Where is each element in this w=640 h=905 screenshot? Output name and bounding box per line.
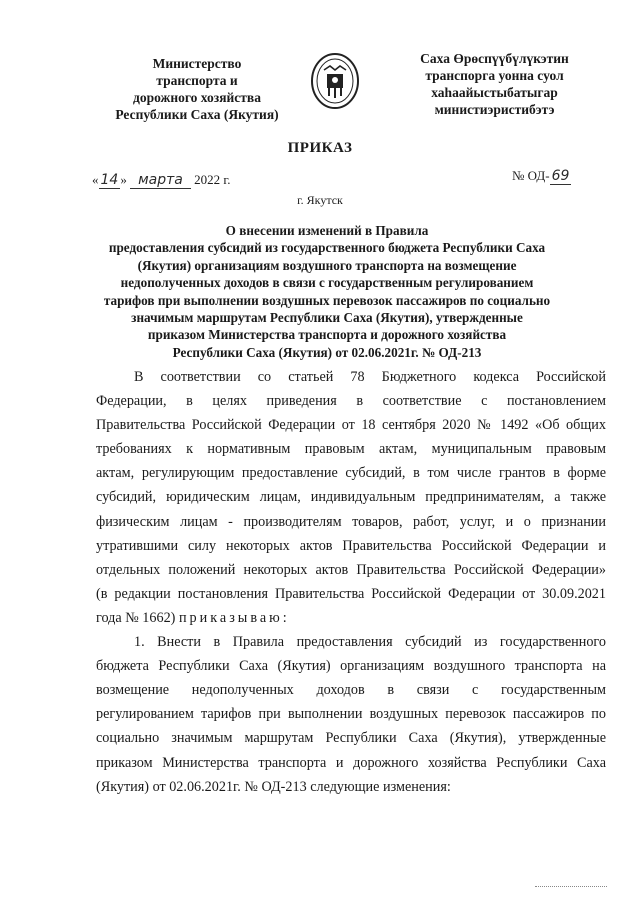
ministry-name-line: хаһаайыстыбатыгар xyxy=(431,85,558,100)
item-line: бюджета Республики Саха (Якутия) организациям воздушного транспорта на xyxy=(96,658,606,675)
body-line: отдельных положений некоторых актов Правительства Российской Федерации» xyxy=(96,561,606,578)
date-close-quote: » xyxy=(120,172,127,187)
ministry-name-line: транспорта и xyxy=(156,73,238,88)
body-line: субсидий, юридическим лицам, индивидуальным предпринимателям, а также xyxy=(96,489,606,506)
body-line: (в редакции постановления Правительства Российской Федерации от 30.09.2021 xyxy=(96,585,606,602)
body-line: требованиях к нормативным правовым актам, муниципальным правовым xyxy=(96,441,606,458)
subject-line: О внесении изменений в Правила xyxy=(225,223,429,238)
order-verb: приказываю: xyxy=(178,609,290,626)
ministry-name-line: транспорга уонна суол xyxy=(425,68,564,83)
body-line: В соответствии со статьей 78 Бюджетного кодекса Российской xyxy=(134,369,606,385)
ministry-name-line: дорожного хозяйства xyxy=(133,90,261,105)
date-open-quote: « xyxy=(92,172,99,187)
item-line: 1. Внести в Правила предоставления субсидий из государственного xyxy=(134,634,606,651)
body-line xyxy=(96,606,606,630)
order-number-value: 69 xyxy=(551,168,570,184)
ministry-name-line: Министерство xyxy=(152,56,242,71)
subject-line: предоставления субсидий из государственного бюджета Республики Саха xyxy=(108,240,546,256)
page-footer-mark xyxy=(535,886,607,887)
ministry-name-yakut xyxy=(392,50,597,118)
item-line: возмещение недополученных доходов в связи с государственным xyxy=(96,682,606,699)
item-line: регулированием тарифов при выполнении воздушных перевозок пассажиров по xyxy=(96,706,606,723)
subject-line: недополученных доходов в связи с государственным регулированием xyxy=(120,275,534,291)
city: г. Якутск xyxy=(297,193,343,207)
subject-line: приказом Министерства транспорта и дорожного хозяйства xyxy=(147,327,507,343)
item-line: социально значимым маршрутам Республики Саха (Якутия), утвержденные xyxy=(96,730,606,747)
body-line: Правительства Российской Федерации от 18 сентября 2020 № 1492 «Об общих xyxy=(96,417,606,434)
ministry-name-russian xyxy=(92,55,302,123)
document-title: ПРИКАЗ xyxy=(287,140,353,156)
subject-line: Республики Саха (Якутия) от 02.06.2021г. № ОД-213 xyxy=(172,344,482,360)
coat-of-arms-icon xyxy=(310,52,360,110)
subject-line: тарифов при выполнении воздушных перевозок пассажиров по социально xyxy=(103,292,551,308)
date-year: 2022 г. xyxy=(194,172,231,187)
order-subject xyxy=(82,222,572,361)
order-number-prefix: № ОД- xyxy=(512,168,550,183)
body-line: утратившими силу некоторых актов Правительства Российской Федерации и xyxy=(96,537,606,554)
subject-line: (Якутия) организациям воздушного транспорта на возмещение xyxy=(137,257,517,273)
item-line: (Якутия) от 02.06.2021г. № ОД-213 следующие изменения: xyxy=(96,778,451,795)
ministry-name-line: министиэристибэтэ xyxy=(434,102,555,117)
subject-line: значимым маршрутам Республики Саха (Якутия), утвержденные xyxy=(131,310,523,326)
date-month: марта xyxy=(130,172,191,189)
document-body xyxy=(96,365,606,799)
order-date xyxy=(92,172,230,188)
ministry-name-line: Республики Саха (Якутия) xyxy=(115,107,279,122)
item-line: приказом Министерства транспорта и дорожного хозяйства Республики Саха xyxy=(96,754,606,771)
body-line: актам, регулирующим предоставление субсидий, в том числе грантов в форме xyxy=(96,465,606,482)
ministry-name-line: Саха Өрөспүүбүлүкэтин xyxy=(420,51,569,66)
body-line: физическим лицам - производителям товаров, работ, услуг, и о признании xyxy=(96,513,606,530)
body-line-prefix: года № 1662) xyxy=(96,609,176,626)
date-day: 14 xyxy=(100,172,119,188)
order-number xyxy=(512,168,571,184)
body-line: Федерации, в целях приведения в соответствие с постановлением xyxy=(96,393,606,410)
